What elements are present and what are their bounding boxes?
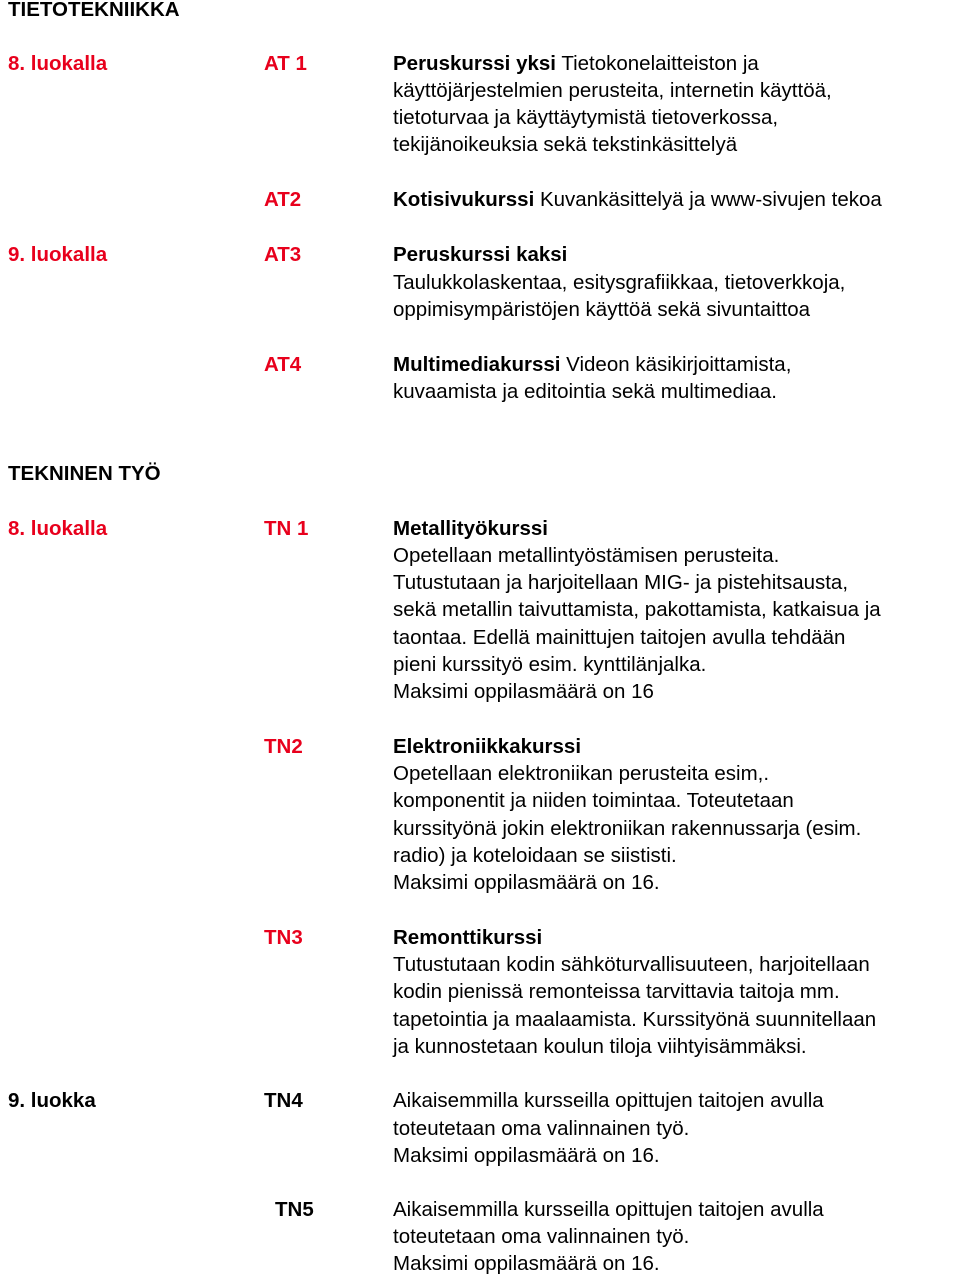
course-title: Remonttikurssi — [393, 926, 543, 949]
course-description-line: pieni kurssityö esim. kynttilänjalka. — [393, 653, 707, 676]
course-description-line — [393, 52, 759, 76]
course-code: AT 1 — [264, 52, 307, 75]
course-title: Elektroniikkakurssi — [393, 735, 582, 758]
course-description-line: Tutustutaan kodin sähköturvallisuuteen, harjoitellaan — [393, 953, 870, 976]
course-description-line: Aikaisemmilla kursseilla opittujen taitojen avulla — [393, 1198, 824, 1221]
course-description-line: toteutetaan oma valinnainen työ. — [393, 1225, 690, 1248]
course-description-line: käyttöjärjestelmien perusteita, internetin käyttöä, — [393, 79, 832, 102]
course-code: TN3 — [264, 926, 303, 949]
course-code: AT3 — [264, 243, 302, 266]
course-description-line: Opetellaan elektroniikan perusteita esim,. — [393, 762, 770, 785]
course-code: TN4 — [264, 1089, 303, 1112]
course-text: Tietokonelaitteiston ja — [561, 52, 759, 75]
course-description-line: Maksimi oppilasmäärä on 16 — [393, 680, 654, 703]
course-title: Multimediakurssi — [393, 353, 561, 376]
course-text: Videon käsikirjoittamista, — [566, 353, 792, 376]
course-description-line: Maksimi oppilasmäärä on 16. — [393, 1144, 660, 1167]
course-title: Peruskurssi kaksi — [393, 243, 568, 266]
course-description-line: Maksimi oppilasmäärä on 16. — [393, 871, 660, 894]
course-description-line: taontaa. Edellä mainittujen taitojen avulla tehdään — [393, 626, 846, 649]
grade-label: 8. luokalla — [8, 52, 108, 75]
grade-label: 9. luokka — [8, 1089, 96, 1112]
course-title: Metallityökurssi — [393, 517, 548, 540]
course-description-line — [393, 353, 791, 377]
course-code: TN2 — [264, 735, 303, 758]
course-description-line: sekä metallin taivuttamista, pakottamista, katkaisua ja — [393, 598, 881, 621]
course-description-line: tapetointia ja maalaamista. Kurssityönä suunnitellaan — [393, 1008, 877, 1031]
course-description-line: radio) ja koteloidaan se siististi. — [393, 844, 677, 867]
course-description-line: oppimisympäristöjen käyttöä sekä sivuntaittoa — [393, 298, 811, 321]
course-description-line — [393, 188, 882, 212]
section-heading-tietotekniikka: TIETOTEKNIIKKA — [8, 0, 180, 21]
course-description-line: kurssityönä jokin elektroniikan rakennussarja (esim. — [393, 817, 862, 840]
course-code: TN 1 — [264, 517, 309, 540]
course-description-line: kuvaamista ja editointia sekä multimediaa. — [393, 380, 777, 403]
course-description-line: tekijänoikeuksia sekä tekstinkäsittelyä — [393, 133, 738, 156]
course-code: AT4 — [264, 353, 302, 376]
course-description-line: komponentit ja niiden toimintaa. Toteutetaan — [393, 789, 794, 812]
grade-label: 8. luokalla — [8, 517, 108, 540]
course-description-line: Opetellaan metallintyöstämisen perusteita. — [393, 544, 780, 567]
course-code: AT2 — [264, 188, 302, 211]
course-code: TN5 — [275, 1198, 314, 1221]
course-title: Peruskurssi yksi — [393, 52, 556, 75]
course-description-line: Maksimi oppilasmäärä on 16. — [393, 1252, 660, 1275]
course-title: Kotisivukurssi — [393, 188, 535, 211]
grade-label: 9. luokalla — [8, 243, 108, 266]
course-description-line: Tutustutaan ja harjoitellaan MIG- ja pistehitsausta, — [393, 571, 849, 594]
course-description-line: kodin pienissä remonteissa tarvittavia taitoja mm. — [393, 980, 840, 1003]
course-description-line: tietoturvaa ja käyttäytymistä tietoverkossa, — [393, 106, 779, 129]
course-description-line: toteutetaan oma valinnainen työ. — [393, 1117, 690, 1140]
course-description-line: Taulukkolaskentaa, esitysgrafiikkaa, tietoverkkoja, — [393, 271, 846, 294]
section-heading-tekninen-tyo: TEKNINEN TYÖ — [8, 462, 161, 485]
course-description-line: Aikaisemmilla kursseilla opittujen taitojen avulla — [393, 1089, 824, 1112]
course-text: Kuvankäsittelyä ja www-sivujen tekoa — [539, 188, 882, 211]
course-description-line: ja kunnostetaan koulun tiloja viihtyisämmäksi. — [393, 1035, 807, 1058]
